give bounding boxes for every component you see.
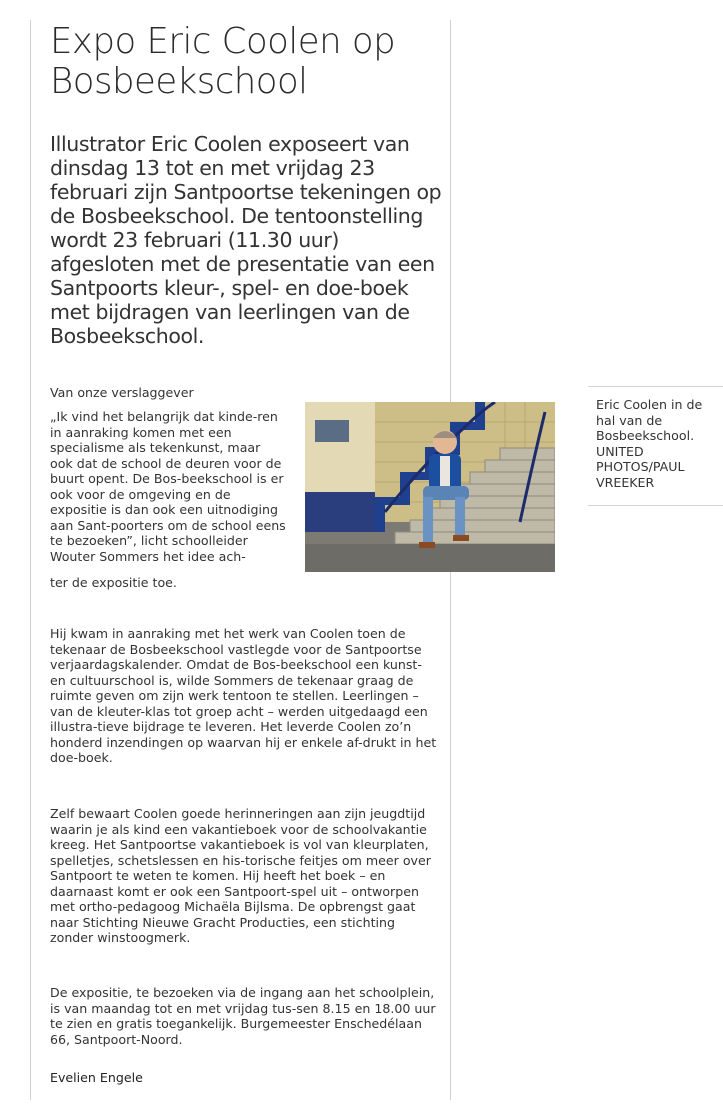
article-photo — [305, 402, 555, 572]
article-lead: Illustrator Eric Coolen exposeert van dinsdag 13 tot en met vrijdag 23 februari zijn Santpoortse tekeningen op de Bosbeekschool. De tentoonstelling wordt 23 februari (11.30 uur) afgesloten met de presentatie van een Santpoorts kleur-, spel- en doe-boek met bijdragen van leerlingen van de Bosbeekschool. — [50, 132, 442, 348]
photo-illustration — [305, 402, 555, 572]
paragraph-4: De expositie, te bezoeken via de ingang aan het schoolplein, is van maandag tot en met vrijdag tus-sen 8.15 en 18.00 uur te zien en gratis toegankelijk. Burgemeester Enschedélaan 66, Santpoort-Noord. — [50, 985, 436, 1047]
paragraph-1-end: ter de expositie toe. — [50, 575, 177, 590]
paragraph-2: Hij kwam in aanraking met het werk van Coolen toen de tekenaar de Bosbeekschool vastlegde voor de Santpoortse verjaardagskalender. Omdat de Bos-beekschool een kunst- en cultuurschool is, wilde Sommers de tekenaar graag de ruimte geven om zijn werk tentoon te stellen. Leerlingen – van de kleuter-klas tot groep acht – werden uitgedaagd een illustra-tieve bijdrage te leveren. Het leverde Coolen zo’n honderd inzendingen op waarvan hij er enkele af-drukt in het doe-boek. — [50, 626, 437, 765]
article-title: Expo Eric Coolen op Bosbeekschool — [50, 21, 396, 102]
photo-caption-box — [588, 386, 723, 506]
paragraph-3: Zelf bewaart Coolen goede herinneringen aan zijn jeugdtijd waarin je als kind een vakantieboek voor de schoolvakantie kreeg. Het Santpoortse vakantieboek is vol van kleurplaten, spelletjes, schetslessen en his-torische feitjes om meer over Santpoort te weten te komen. Hij heeft het boek – en daarnaast komt er ook een Santpoort-spel uit – ontworpen met ortho-pedagoog Michaëla Bijlsma. De opbrengst gaat naar Stichting Nieuwe Gracht Producties, een stichting zonder winstoogmerk. — [50, 806, 431, 945]
left-column-rule — [30, 20, 31, 1100]
author-name: Evelien Engele — [50, 1070, 143, 1085]
byline: Van onze verslaggever — [50, 385, 194, 400]
photo-caption: Eric Coolen in de hal van de Bosbeekschool. UNITED PHOTOS/PAUL VREEKER — [596, 397, 703, 490]
paragraph-1: „Ik vind het belangrijk dat kinde-ren in aanraking komen met een specialisme als tekenkunst, maar ook dat de school de deuren voor de buurt opent. De Bos-beekschool is er ook voor de omgeving en de expositie is dan ook een uitnodiging aan Sant-poorters om de school eens te bezoeken”, licht schoolleider Wouter Sommers het idee ach- — [50, 409, 286, 564]
